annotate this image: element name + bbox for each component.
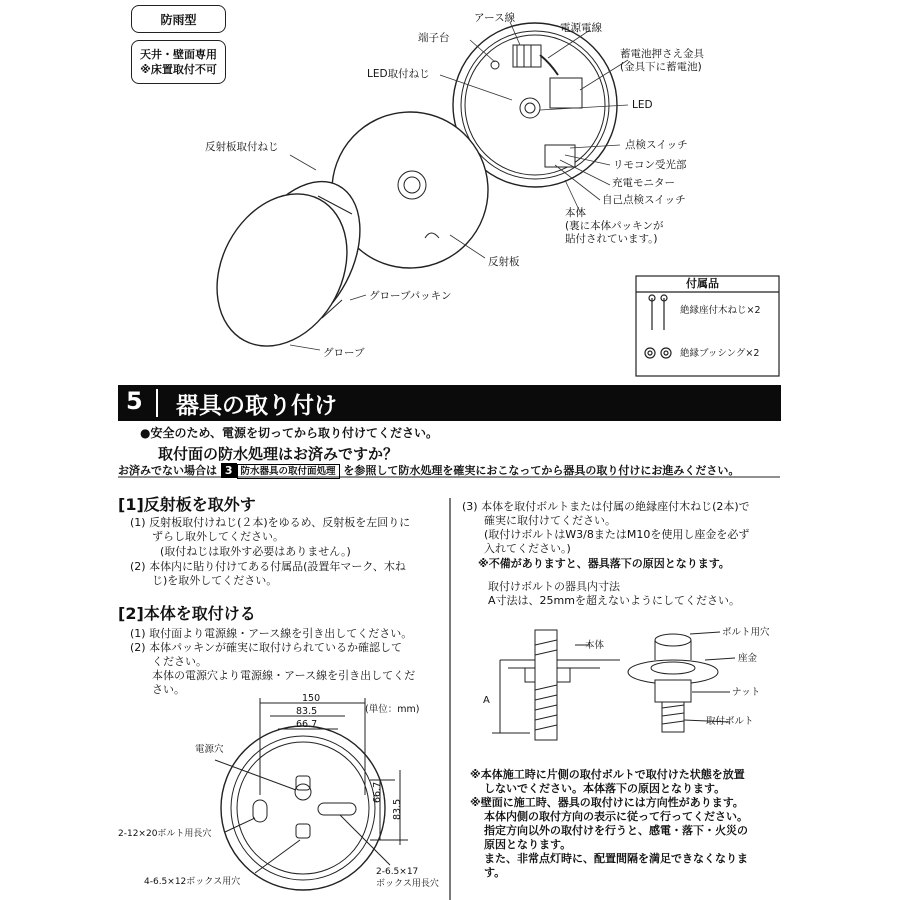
label-glove-packing: グローブパッキン: [369, 290, 452, 302]
label-remote-receiver: リモコン受光部: [613, 159, 687, 171]
label-led-screw: LED取付ねじ: [367, 68, 430, 80]
label-glove: グローブ: [323, 347, 365, 359]
dim-66-7: 66.7: [296, 719, 318, 730]
label-dim-a: A: [483, 695, 490, 706]
label-power-wire: 電源電線: [560, 22, 602, 34]
dim-83-5: 83.5: [296, 706, 318, 717]
waterproof-prefix: お済みでない場合は: [118, 464, 217, 477]
step3-dim-title: 取付けボルトの器具内寸法: [488, 580, 620, 593]
label-self-check-switch: 自己点検スイッチ: [602, 194, 686, 206]
label-bolt-slot: 2-12×20ボルト用長穴: [118, 829, 212, 839]
label-bolt-body: 本体: [585, 640, 605, 651]
step1-line5: じ)を取外してください。: [152, 574, 278, 587]
step2-line4: 本体の電源穴より電源線・アース線を引き出してくだ: [152, 669, 416, 682]
step3-line4: 入れてください。): [484, 542, 571, 555]
step2-heading: [2]本体を取付ける: [118, 604, 256, 623]
note-8: す。: [484, 866, 506, 879]
accessory-bushing: 絶縁ブッシング×2: [680, 348, 760, 359]
step2-line5: さい。: [152, 683, 185, 696]
step2-line1: (1) 取付面より電源線・アース線を引き出してください。: [130, 627, 413, 640]
section-separator: [156, 389, 158, 417]
step1-line4: (2) 本体内に貼り付けてある付属品(設置年マーク、木ね: [130, 560, 406, 573]
bolt-drawing: [492, 630, 735, 740]
step2-line3: ください。: [152, 655, 207, 668]
accessories-title: 付属品: [686, 277, 719, 290]
label-body-1: 本体: [565, 207, 586, 219]
waterproof-instruction: [118, 463, 739, 479]
ref-number: 3: [221, 463, 237, 478]
step2-line2: (2) 本体パッキンが確実に取付けられているか確認して: [130, 641, 402, 654]
label-body-2: (裏に本体パッキンが: [565, 220, 664, 232]
mount-badge: [131, 40, 226, 84]
mount-badge-line2: ※床置取付不可: [140, 63, 217, 76]
mount-badge-line1: 天井・壁面専用: [140, 48, 217, 61]
section-header: [118, 385, 781, 421]
note-4: 本体内側の取付方向の表示に従って行ってください。: [484, 810, 748, 823]
label-reflector-screw: 反射板取付ねじ: [205, 141, 279, 153]
label-battery-clip-1: 蓄電池押さえ金具: [620, 48, 704, 60]
label-battery-clip-2: (金具下に蓄電池): [620, 61, 702, 73]
note-5: 指定方向以外の取付けを行うと、感電・落下・火災の: [484, 824, 748, 837]
label-bolt-hole: ボルト用穴: [722, 627, 770, 638]
note-7: また、非常点灯時に、配置間隔を満足できなくなりま: [484, 852, 748, 865]
unit-mm: (単位：mm): [365, 704, 420, 715]
step1-line2: ずらし取外してください。: [152, 530, 284, 543]
waterproof-badge: [131, 5, 226, 33]
label-check-switch: 点検スイッチ: [625, 139, 688, 151]
dim-150: 150: [302, 693, 321, 704]
accessory-wood-screw: 絶縁座付木ねじ×2: [680, 305, 761, 316]
label-power-hole: 電源穴: [195, 744, 224, 755]
note-3: ※壁面に施工時、器具の取付けには方向性があります。: [470, 796, 744, 809]
ref-title: 防水器具の取付面処理: [237, 464, 340, 479]
step1-line3: (取付ねじは取外す必要はありません。): [160, 545, 351, 558]
label-body-3: 貼付されています。): [565, 233, 658, 245]
label-washer: 座金: [738, 653, 758, 664]
step3-line3: (取付けボルトはW3/8またはM10を使用し座金を必ず: [484, 528, 750, 541]
step1-line1: (1) 反射板取付けねじ(２本)をゆるめ、反射板を左回りに: [130, 516, 411, 529]
label-box-slot-2: ボックス用長穴: [376, 879, 439, 889]
label-reflector: 反射板: [488, 256, 520, 268]
section-title: 器具の取り付け: [176, 393, 337, 419]
section-number: 5: [126, 387, 143, 415]
step3-line1: (3) 本体を取付ボルトまたは付属の絶縁座付木ねじ(2本)で: [462, 500, 750, 513]
label-nut: ナット: [732, 687, 761, 698]
waterproof-question: 取付面の防水処理はお済みですか？: [158, 445, 399, 463]
label-earth-wire: アース線: [474, 12, 516, 24]
label-led: LED: [632, 99, 653, 111]
step1-heading: [1]反射板を取外す: [118, 495, 256, 514]
accessories-box: [636, 276, 779, 376]
label-box-slot-1: 2-6.5×17: [376, 867, 419, 877]
label-mount-bolt: 取付ボルト: [706, 716, 754, 727]
label-box-holes: 4-6.5×12ボックス用穴: [144, 877, 241, 887]
note-1: ※本体施工時に片側の取付ボルトで取付けた状態を放置: [470, 768, 745, 781]
waterproof-badge-text: 防雨型: [160, 12, 197, 27]
note-6: 原因となります。: [484, 838, 572, 851]
step3-warning: ※不備がありますと、器具落下の原因となります。: [478, 557, 730, 570]
label-charge-monitor: 充電モニター: [612, 177, 675, 189]
safety-note: ●安全のため、電源を切ってから取り付けてください。: [140, 426, 438, 440]
label-terminal: 端子台: [418, 32, 450, 44]
dim-83-5-vertical: 83.5: [392, 798, 403, 820]
step3-line2: 確実に取付けてください。: [484, 514, 616, 527]
step3-dim-rule: A寸法は、25mmを超えないようにしてください。: [488, 594, 740, 607]
waterproof-suffix: を参照して防水処理を確実におこなってから器具の取り付けにお進みください。: [343, 464, 740, 477]
note-2: しないでください。本体落下の原因となります。: [484, 782, 726, 795]
dim-66-7-vertical: 66.7: [372, 781, 383, 803]
